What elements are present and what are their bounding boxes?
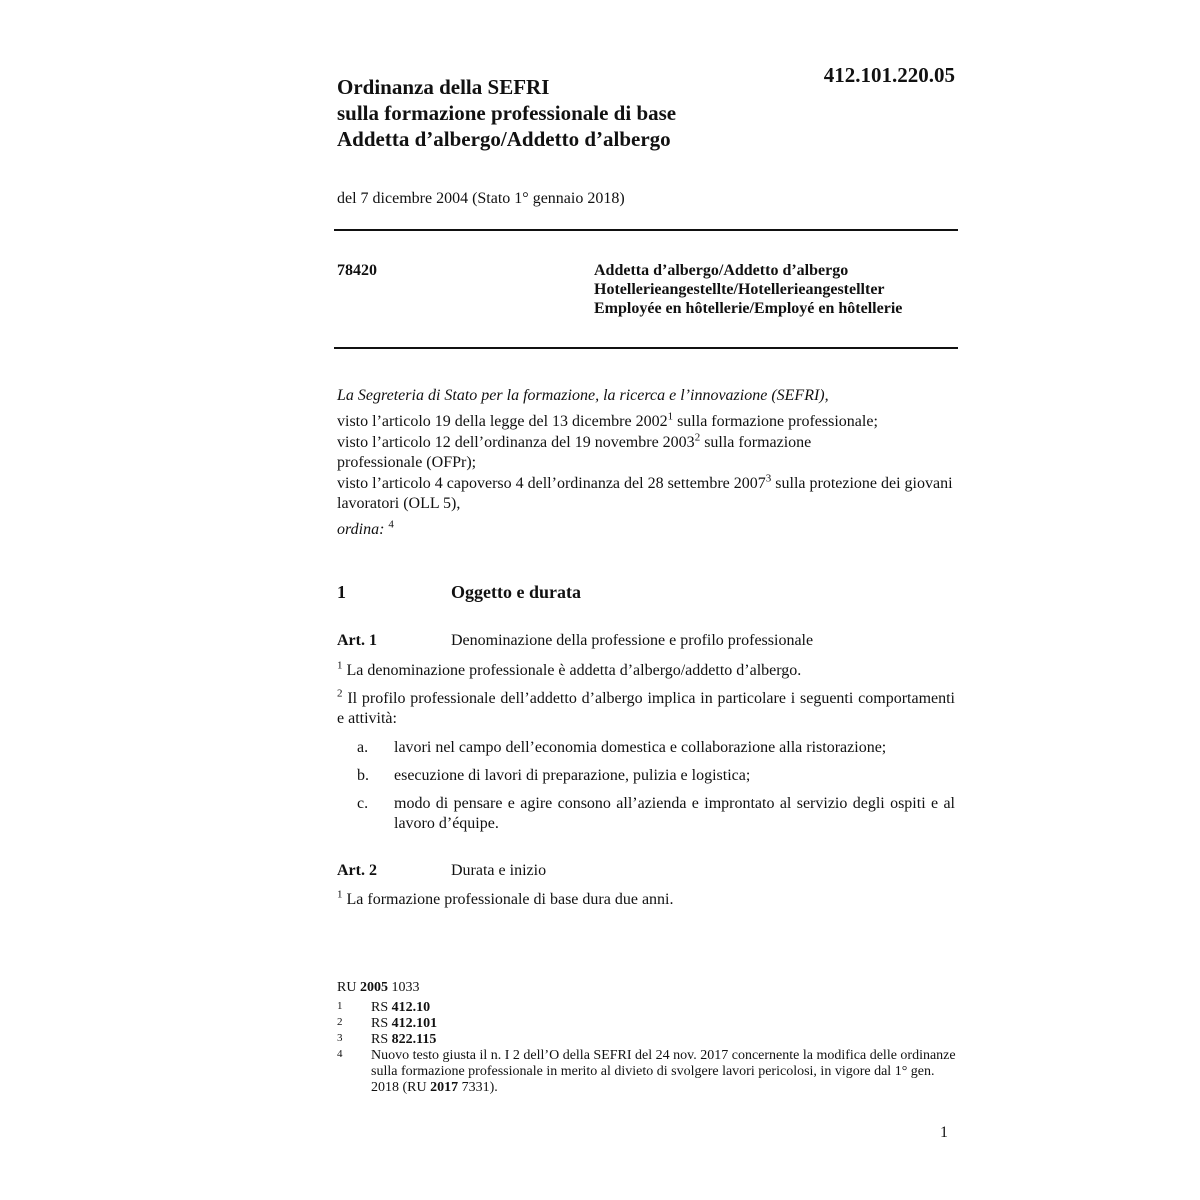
preamble-visto-2: visto l’articolo 12 dell’ordinanza del 19 novembre 2003$^2$ sulla formazione professionale (OFPr); [337, 431, 812, 471]
bottom-rule [334, 347, 958, 349]
list-item-text: esecuzione di lavori di preparazione, pulizia e logistica; [394, 767, 751, 784]
section-title: Oggetto e durata [451, 582, 581, 602]
article-2-paragraph-1: $^1$ La formazione professionale di base dura due anni. [337, 888, 674, 908]
profession-name-fr: Employée en hôtellerie/Employé en hôtellerie [594, 300, 903, 317]
article-2-title: Durata e inizio [451, 862, 547, 879]
top-rule [334, 229, 958, 231]
section-number: 1 [337, 582, 346, 602]
footnote-number: 2 [337, 1016, 343, 1028]
list-item-letter: a. [357, 739, 369, 756]
profession-names [594, 261, 958, 318]
list-item-letter: b. [357, 767, 369, 784]
footnote-number: 1 [337, 1000, 343, 1012]
footnote-ref-1[interactable]: 1 [667, 410, 674, 423]
list-item-letter: c. [357, 795, 369, 812]
footnote-ref-2[interactable]: 2 [694, 431, 701, 444]
ru-reference: RU 2005 1033 [337, 980, 420, 995]
document-title [337, 74, 777, 152]
preamble-authority: La Segreteria di Stato per la formazione, la ricerca e l’innovazione (SEFRI), [337, 387, 829, 404]
footnote-number: 4 [337, 1048, 343, 1060]
title-line-2: sulla formazione professionale di base [337, 101, 677, 125]
date-line: del 7 dicembre 2004 (Stato 1° gennaio 2018) [337, 190, 625, 207]
profession-code: 78420 [337, 262, 377, 279]
profession-name-it: Addetta d’albergo/Addetto d’albergo [594, 262, 849, 279]
article-1-paragraph-2: $^2$ Il profilo professionale dell’addetto d’albergo implica in particolare i seguenti comportamenti e attività: [337, 687, 956, 727]
list-item-text: lavori nel campo dell’economia domestica e collaborazione alla ristorazione; [394, 739, 887, 756]
preamble-visto-1: visto l’articolo 19 della legge del 13 dicembre 2002$^1$ sulla formazione professionale; [337, 410, 878, 430]
article-2-label: Art. 2 [337, 862, 377, 879]
footnote-ref-4[interactable]: 4 [388, 518, 394, 531]
footnote-2: RS 412.101 [371, 1016, 438, 1031]
title-line-3: Addetta d’albergo/Addetto d’albergo [337, 127, 671, 151]
footnote-ref-3[interactable]: 3 [765, 472, 772, 485]
footnote-number: 3 [337, 1032, 343, 1044]
article-1-paragraph-1: $^1$ La denominazione professionale è addetta d’albergo/addetto d’albergo. [337, 659, 802, 679]
preamble-visto-3: visto l’articolo 4 capoverso 4 dell’ordinanza del 28 settembre 2007$^3$ sulla protezione dei giovani lavoratori (OLL 5), [337, 472, 953, 512]
footnote-3: RS 822.115 [371, 1032, 437, 1047]
sr-number: 412.101.220.05 [823, 63, 955, 87]
footnote-1: RS 412.10 [371, 1000, 431, 1015]
title-line-1: Ordinanza della SEFRI [337, 75, 550, 99]
article-1-label: Art. 1 [337, 632, 377, 649]
preamble-ordina: ordina: $^4$ [337, 518, 394, 538]
article-1-title: Denominazione della professione e profilo professionale [451, 632, 814, 649]
page-number: 1 [940, 1124, 948, 1141]
profession-name-de: Hotellerieangestellte/Hotellerieangestellter [594, 281, 885, 298]
footnote-4: Nuovo testo giusta il n. I 2 dell’O della SEFRI del 24 nov. 2017 concernente la modifica delle ordinanze sulla formazione professionale in merito al divieto di svolgere lavori pericolosi, in vigore dal 1° gen. 2018 (RU 2017 7331). [371, 1048, 956, 1095]
list-item-text: modo di pensare e agire consono all’azienda e improntato al servizio degli ospiti e al lavoro d’équipe. [394, 795, 955, 832]
